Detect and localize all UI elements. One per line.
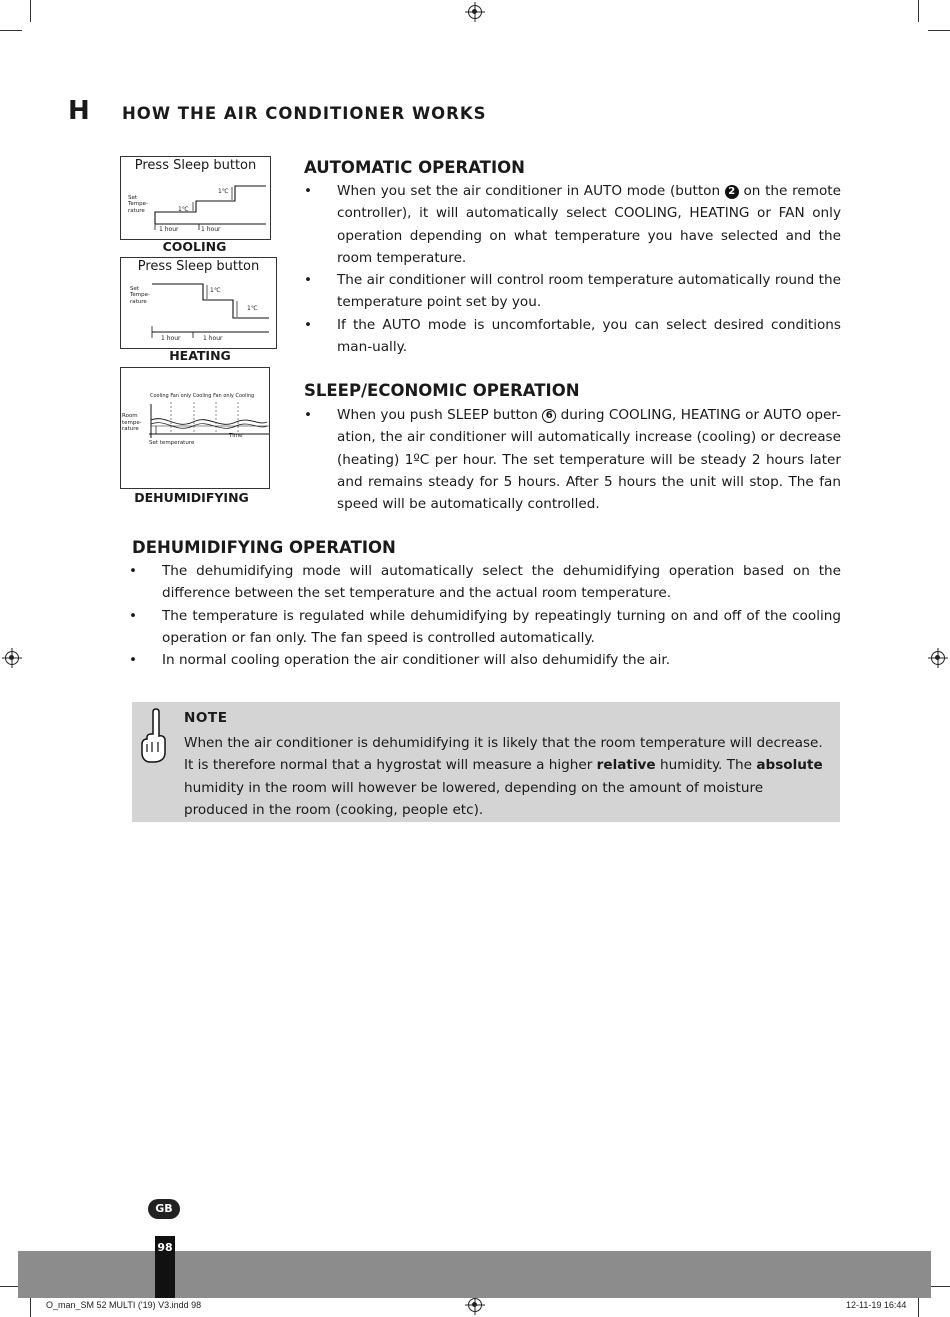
crop-mark [928,1286,950,1287]
section-title: HOW THE AIR CONDITIONER WORKS [122,104,487,123]
sleep-list [304,404,841,515]
registration-mark-icon [468,5,482,19]
crop-mark [30,0,31,22]
dehumidifying-chart [121,368,269,488]
note-text: When the air conditioner is dehumidifying it is likely that the room temperature will decrease. It is therefore normal that a hygrostat will measure a higher relative humidity. The absolute humidity in the room will however be lowered, depending on the amount of moisture produced in the room (cooking, people etc). [184,735,823,818]
list-item: • When you push SLEEP button 6 during COOLING, HEATING or AUTO oper-ation, the air conditioner will automatically increase (cooling) or decrease (heating) 1ºC per hour. The set temperature will be steady 2 hours later and remains steady for 5 hours. After 5 hours the unit will stop. The fan speed will be automatically controlled. [304,407,841,513]
dehum-y-label: Room [122,413,138,419]
note-title: NOTE [184,710,228,726]
dehumidifying-list [129,560,841,671]
phase-label: Cooling [150,393,169,399]
cooling-time-label: 1 hour [201,226,221,233]
cooling-step-label: 1℃ [218,188,229,195]
cooling-caption: Press Sleep button [134,158,257,173]
button-2-icon: 2 [725,185,739,199]
heating-time-label: 1 hour [203,335,223,342]
cooling-time-label: 1 hour [159,226,179,233]
registration-mark-icon [468,1298,482,1312]
language-badge: GB [148,1199,180,1219]
cooling-label: COOLING [162,239,227,254]
heating-diagram [120,257,277,349]
phase-label: Cooling [235,393,255,399]
cooling-y-label: Tempe- [128,201,149,208]
slug-right: 12-11-19 16:44 [846,1300,907,1310]
automatic-heading: AUTOMATIC OPERATION [304,158,525,177]
dehum-y-label: rature [122,426,139,432]
cooling-step-label: 1℃ [178,206,189,213]
list-item: • The temperature is regulated while dehumidifying by repeatingly turning on and off of the cooling operation or fan only. The fan speed is controlled automatically. [129,607,841,646]
cooling-y-label: Set [128,195,138,201]
note-box [132,702,840,822]
automatic-list [304,180,841,358]
list-item: • In normal cooling operation the air conditioner will also dehumidify the air. [129,652,671,669]
set-temperature-label: Set temperature [149,440,195,446]
heating-step-label: 1℃ [210,287,221,294]
crop-mark [918,0,919,22]
list-item: • The air conditioner will control room temperature automatically round the temperature point set by you. [304,272,841,311]
sleep-heading: SLEEP/ECONOMIC OPERATION [304,381,580,400]
heating-label: HEATING [169,348,231,363]
dehumidifying-label: DEHUMIDIFYING [134,490,249,505]
crop-mark [918,1295,919,1317]
dehum-x-label: Time [229,433,243,439]
page-number: 98 [155,1236,175,1298]
phase-label: Fan only [213,393,234,399]
cooling-y-label: rature [128,207,145,214]
dehumidifying-heading: DEHUMIDIFYING OPERATION [132,538,396,557]
registration-mark-icon [931,651,945,665]
phase-label: Fan only [170,393,192,399]
heating-step-label: 1℃ [247,305,258,312]
list-item: • The dehumidifying mode will automatically select the dehumidifying operation based on the difference between the set temperature and the actual room temperature. [129,563,841,602]
dehumidifying-diagram [120,367,270,489]
heating-y-label: Set [130,286,140,292]
pointing-hand-icon [138,706,168,764]
heating-time-label: 1 hour [161,335,181,342]
heating-caption: Press Sleep button [137,259,260,274]
section-letter: H [68,96,90,126]
cooling-diagram [120,156,271,240]
crop-mark [30,1295,31,1317]
button-6-icon: 6 [542,409,556,423]
list-item: • If the AUTO mode is uncomfortable, you can select desired conditions man-ually. [304,316,841,356]
heating-y-label: Tempe- [130,292,151,299]
dehum-y-label: tempe- [122,419,142,426]
crop-mark [928,30,950,31]
list-item: • When you set the air conditioner in AUTO mode (button 2 on the remote controller), it will automatically select COOLING, HEATING or FAN only operation depending on what temperature you have selected and the room temperature. [304,183,841,266]
phase-label: Cooling [192,393,212,399]
slug-left: O_man_SM 52 MULTI ('19) V3.indd 98 [46,1300,202,1310]
heating-y-label: rature [130,298,147,305]
crop-mark [0,30,22,31]
registration-mark-icon [5,651,19,665]
